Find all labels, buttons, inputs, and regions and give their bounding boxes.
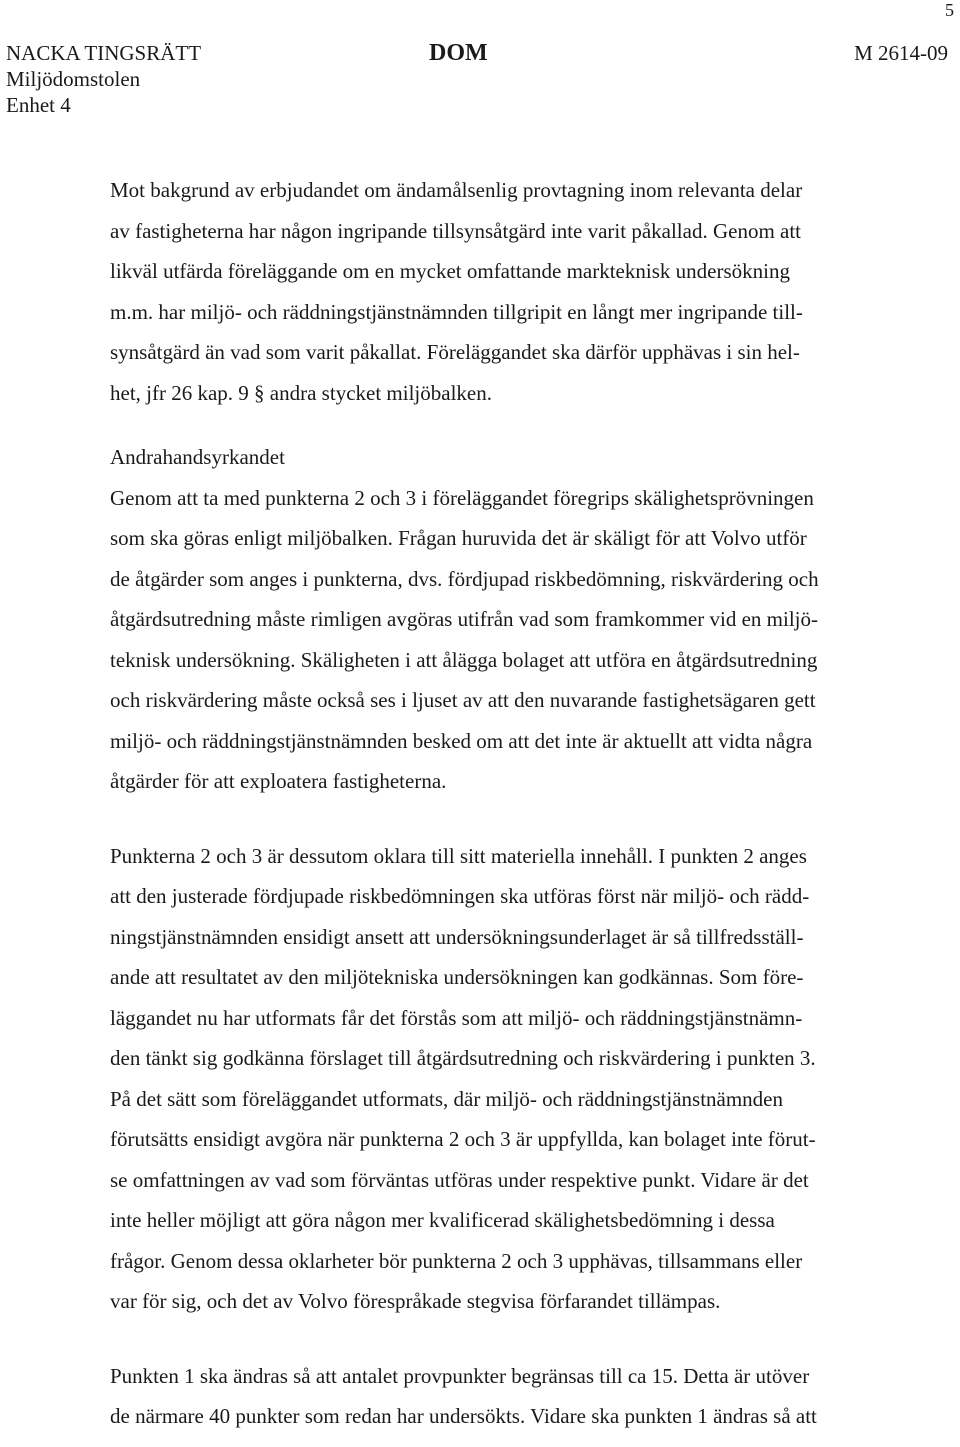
text-line: åtgärder för att exploatera fastigheterna. xyxy=(110,769,447,793)
text-line: den tänkt sig godkänna förslaget till åtgärdsutredning och riskvärdering i punkten 3. xyxy=(110,1046,816,1070)
text-line: Punkten 1 ska ändras så att antalet provpunkter begränsas till ca 15. Detta är utöver xyxy=(110,1363,810,1388)
text-line: Punkterna 2 och 3 är dessutom oklara till sitt materiella innehåll. I punkten 2 anges xyxy=(110,843,807,868)
section-heading: Andrahandsyrkandet xyxy=(110,445,285,469)
page-number: 5 xyxy=(945,0,954,20)
header-row-top xyxy=(6,40,948,66)
document-body xyxy=(110,170,906,1437)
text-line: Mot bakgrund av erbjudandet om ändamålsenlig provtagning inom relevanta delar xyxy=(110,178,803,202)
paragraph-3 xyxy=(110,836,906,1322)
text-line: de närmare 40 punkter som redan har undersökts. Vidare ska punkten 1 ändras så att xyxy=(110,1404,817,1428)
court-name: NACKA TINGSRÄTT xyxy=(6,41,202,65)
paragraph-1 xyxy=(110,170,906,413)
text-line: var för sig, och det av Volvo förespråkade stegvisa förfarandet tillämpas. xyxy=(110,1289,721,1313)
document-header xyxy=(6,40,948,118)
case-number: M 2614-09 xyxy=(854,41,948,65)
text-line: ande att resultatet av den miljötekniska undersökningen kan godkännas. Som före- xyxy=(110,965,804,989)
text-line: de åtgärder som anges i punkterna, dvs. fördjupad riskbedömning, riskvärdering och xyxy=(110,566,819,591)
text-line: ningstjänstnämnden ensidigt ansett att undersökningsunderlaget är så tillfredsställ- xyxy=(110,924,804,949)
text-line: På det sätt som föreläggandet utformats, där miljö- och räddningstjänstnämnden xyxy=(110,1086,784,1111)
text-line: läggandet nu har utformats får det förstås som att miljö- och räddningstjänstnämn- xyxy=(110,1005,803,1030)
document-type: DOM xyxy=(429,40,488,66)
text-line: inte heller möjligt att göra någon mer kvalificerad skälighetsbedömning i dessa xyxy=(110,1208,775,1232)
text-line: m.m. har miljö- och räddningstjänstnämnden tillgripit en långt mer ingripande till- xyxy=(110,299,803,324)
text-line: teknisk undersökning. Skäligheten i att ålägga bolaget att utföra en åtgärdsutredning xyxy=(110,647,818,672)
text-line: het, jfr 26 kap. 9 § andra stycket miljöbalken. xyxy=(110,380,492,405)
text-line: av fastigheterna har någon ingripande tillsynsåtgärd inte varit påkallad. Genom att xyxy=(110,218,802,243)
paragraph-4 xyxy=(110,1356,906,1437)
text-line: synsåtgärd än vad som varit påkallat. Föreläggandet ska därför upphävas i sin hel- xyxy=(110,340,800,364)
text-line: se omfattningen av vad som förväntas utföras under respektive punkt. Vidare är det xyxy=(110,1167,809,1192)
department-name: Miljödomstolen xyxy=(6,67,141,91)
paragraph-2 xyxy=(110,437,906,802)
text-line: miljö- och räddningstjänstnämnden besked om att det inte är aktuellt att vidta några xyxy=(110,728,813,753)
unit-name: Enhet 4 xyxy=(6,93,71,117)
text-line: som ska göras enligt miljöbalken. Frågan huruvida det är skäligt för att Volvo utför xyxy=(110,526,807,550)
text-line: likväl utfärda föreläggande om en mycket omfattande markteknisk undersökning xyxy=(110,259,790,283)
text-line: åtgärdsutredning måste rimligen avgöras utifrån vad som framkommer vid en miljö- xyxy=(110,607,818,631)
text-line: Genom att ta med punkterna 2 och 3 i föreläggandet föregrips skälighetsprövningen xyxy=(110,485,814,510)
text-line: och riskvärdering måste också ses i ljuset av att den nuvarande fastighetsägaren gett xyxy=(110,688,816,712)
text-line: att den justerade fördjupade riskbedömningen ska utföras först när miljö- och rädd- xyxy=(110,884,810,908)
text-line: förutsätts ensidigt avgöra när punkterna 2 och 3 är uppfyllda, kan bolaget inte förut- xyxy=(110,1127,816,1151)
text-line: frågor. Genom dessa oklarheter bör punkterna 2 och 3 upphävas, tillsammans eller xyxy=(110,1248,803,1273)
